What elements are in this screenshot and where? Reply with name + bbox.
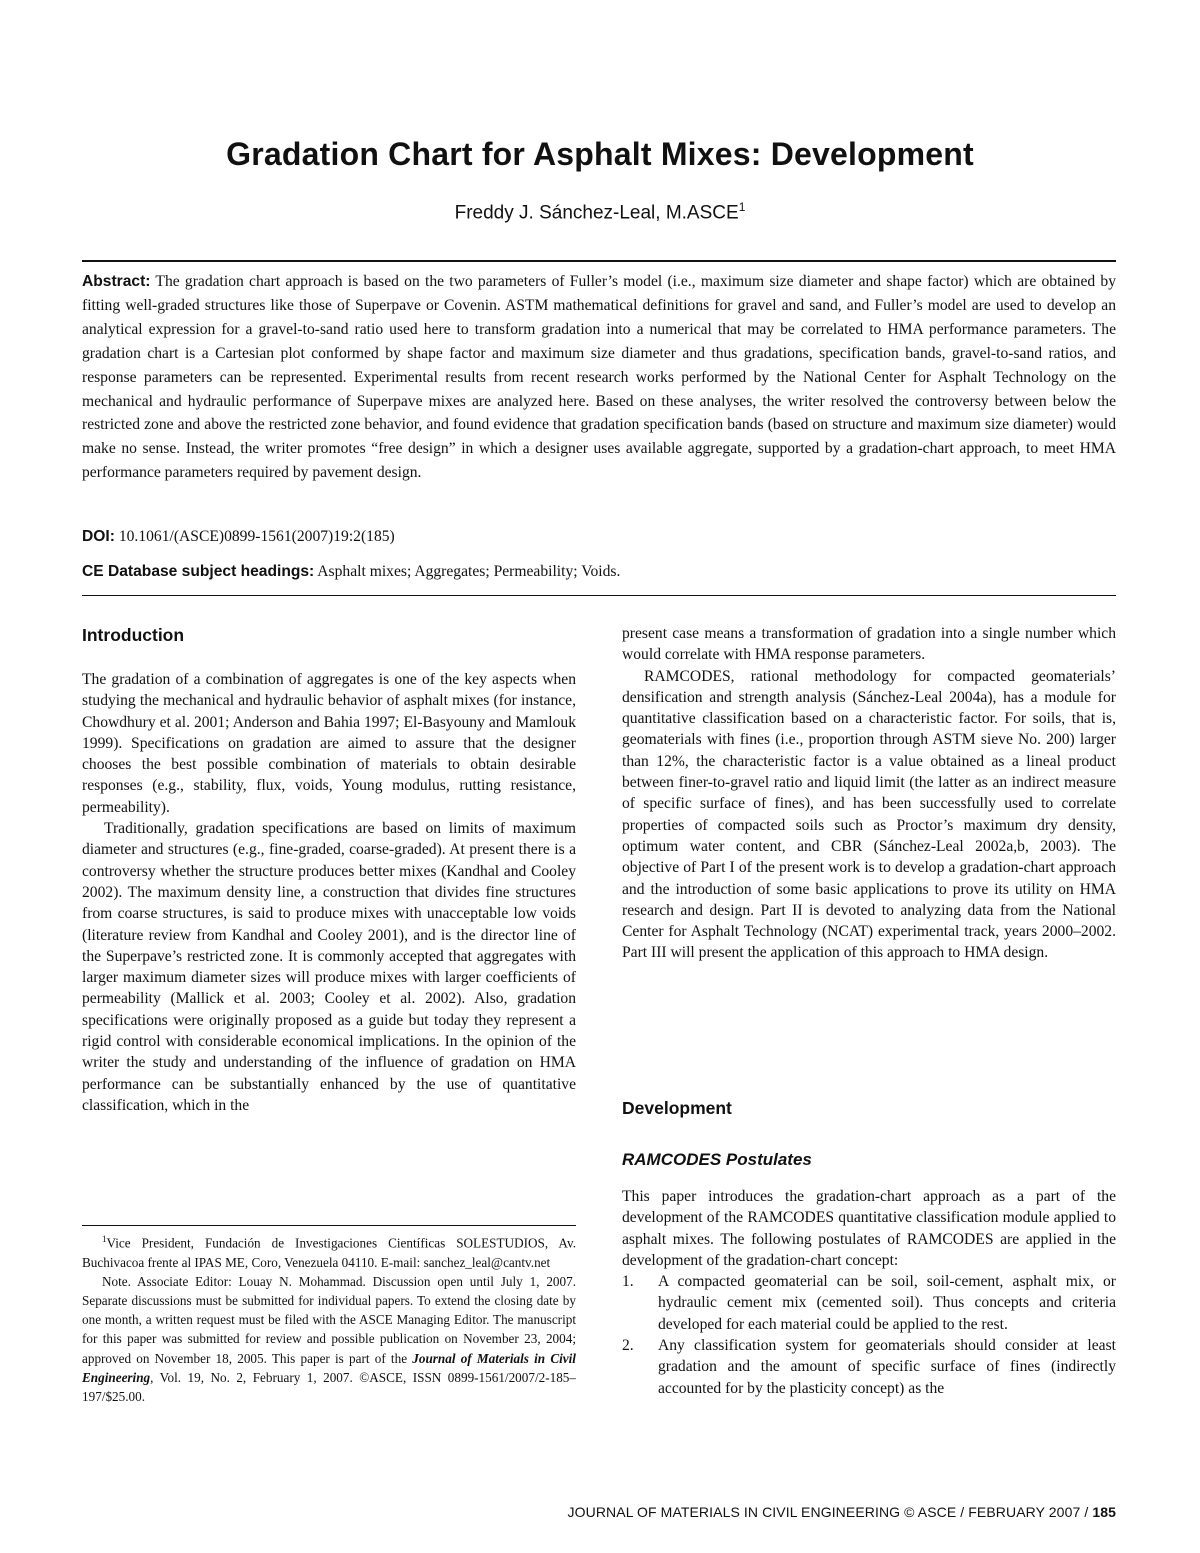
top-rule	[82, 260, 1116, 262]
author-line	[0, 200, 1200, 224]
abstract-label: Abstract:	[82, 273, 151, 290]
abstract-text: The gradation chart approach is based on the two parameters of Fuller’s model (i.e., maximum size diameter and shape factor) which are obtained by fitting well-graded structures like those of Superpave or Covenin. ASTM mathematical definitions for gravel and sand, and Fuller’s model are used to develop an analytical expression for a gravel-to-sand ratio used here to transform gradation into a numerical that may be correlated to HMA performance parameters. The gradation chart is a Cartesian plot conformed by shape factor and maximum size diameter and thus gradations, specification bands, gravel-to-sand ratios, and response parameters can be represented. Experimental results from recent research works performed by the National Center for Asphalt Technology on the mechanical and hydraulic performance of Superpave mixes are analyzed here. Based on these analyses, the writer resolved the controversy between below the restricted zone and above the restricted zone behavior, and found evidence that gradation specification bands (based on structure and maximum size diameter) would make no sense. Instead, the writer promotes “free design” in which a designer uses available aggregate, supported by a gradation-chart approach, to meet HMA performance parameters required by pavement design.	[82, 273, 1117, 482]
doi-label: DOI:	[82, 528, 115, 545]
author-name: Freddy J. Sánchez-Leal, M.ASCE	[454, 202, 739, 224]
development-body	[622, 1186, 1116, 1399]
footnotes	[82, 1230, 576, 1406]
editorial-note-text: Note. Associate Editor: Louay N. Mohammad. Discussion open until July 1, 2007. Separate discussions must be submitted for individual papers. To extend the closing date by one month, a written request must be filed with the ASCE Managing Editor. The manuscript for this paper was submitted for review and possible publication on November 23, 2004; approved on November 18, 2005. This paper is part of the	[82, 1273, 576, 1366]
intro-paragraph-3: present case means a transformation of gradation into a single number which would correlate with HMA response parameters.	[622, 625, 1116, 664]
journal-name: Journal of Materials in Civil Engineering	[82, 1350, 576, 1385]
doi-line	[82, 525, 1116, 549]
intro-paragraph-4: RAMCODES, rational methodology for compacted geomaterials’ densification and strength analysis (Sánchez-Leal 2004a), has a module for quantitative classification based on a characteristic factor. For soils, that is, geomaterials with fines (i.e., proportion through ASTM sieve No. 200) larger than 12%, the characteristic factor is a value obtained as a lineal product between finer-to-gravel ratio and liquid limit (the latter as an indirect measure of specific surface of fines), and has been successfully used to correlate properties of compacted soils such as Proctor’s maximum dry density, optimum water content, and CBR (Sánchez-Leal 2002a,b, 2003). The objective of Part I of the present work is to develop a gradation-chart approach and the introduction of some basic applications to prove its utility on HMA research and design. Part II is devoted to analyzing data from the National Center for Asphalt Technology (NCAT) experimental track, years 2000–2002. Part III will present the application of this approach to HMA design.	[622, 667, 1116, 962]
development-heading: Development	[622, 1098, 732, 1118]
subject-headings-value: Asphalt mixes; Aggregates; Permeability; Voids.	[317, 563, 621, 580]
development-paragraph-1: This paper introduces the gradation-chart approach as a part of the development of the RAMCODES quantitative classification module applied to asphalt mixes. The following postulates of RAMCODES are applied in the development of the gradation-chart concept:	[622, 1188, 1116, 1269]
postulate-text: A compacted geomaterial can be soil, soil-cement, asphalt mix, or hydraulic cement mix (cemented soil). Thus concepts and criteria developed for each material could be applied to the rest.	[658, 1273, 1116, 1333]
postulate-text: Any classification system for geomaterials should consider at least gradation and the amount of specific surface of fines (indirectly accounted for by the plasticity concept) as the	[658, 1337, 1116, 1397]
doi-value: 10.1061/(ASCE)0899-1561(2007)19:2(185)	[118, 528, 395, 545]
postulate-number: 2.	[622, 1337, 634, 1355]
subject-headings	[82, 560, 1116, 584]
running-footer	[568, 1504, 1116, 1520]
abstract	[82, 270, 1116, 485]
right-column	[622, 623, 1116, 964]
footer-text: JOURNAL OF MATERIALS IN CIVIL ENGINEERING © ASCE / FEBRUARY 2007 /	[567, 1504, 1093, 1520]
introduction-heading: Introduction	[82, 625, 185, 645]
intro-paragraph-1: The gradation of a combination of aggregates is one of the key aspects when studying the mechanical and hydraulic behavior of asphalt mixes (for instance, Chowdhury et al. 2001; Anderson and Bahia 1997; El-Basyouny and Mamlouk 1999). Specifications on gradation are aimed to assure that the designer chooses the best possible combination of materials to obtain desirable responses (e.g., stability, flux, voids, Young modulus, rutting resistance, permeability).	[82, 671, 576, 816]
postulate-item	[622, 1271, 1116, 1335]
left-column	[82, 669, 576, 1116]
page-number: 185	[1092, 1504, 1116, 1520]
editorial-note-tail: , Vol. 19, No. 2, February 1, 2007. ©ASCE, ISSN 0899-1561/2007/2-185–197/$25.00.	[82, 1369, 576, 1405]
postulate-item	[622, 1335, 1116, 1399]
page-title: Gradation Chart for Asphalt Mixes: Development	[226, 136, 974, 172]
postulate-number: 1.	[622, 1273, 634, 1291]
footnote-mark: 1	[102, 1234, 107, 1244]
section-rule	[82, 595, 1116, 596]
affiliation-text: Vice President, Fundación de Investigaciones Científicas SOLESTUDIOS, Av. Buchivacoa frente al IPAS ME, Coro, Venezuela 04110. E-mail: sanchez_leal@cantv.net	[82, 1235, 576, 1270]
footnote-rule	[82, 1225, 576, 1226]
editorial-note	[82, 1272, 576, 1406]
affiliation-footnote	[82, 1230, 576, 1272]
intro-paragraph-2: Traditionally, gradation specifications are based on limits of maximum diameter and structures (e.g., fine-graded, coarse-graded). At present there is a controversy whether the structure produces better mixes (Kandhal and Cooley 2002). The maximum density line, a construction that divides fine structures from coarse structures, is said to produce mixes with unacceptable low voids (literature review from Kandhal and Cooley 2001), and is the director line of the Superpave’s restricted zone. It is commonly accepted that aggregates with larger maximum diameter sizes will produce mixes with larger coefficients of permeability (Mallick et al. 2003; Cooley et al. 2002). Also, gradation specifications were originally proposed as a guide but today they represent a rigid control with considerable economical implications. In the opinion of the writer the study and understanding of the influence of gradation on HMA performance can be substantially enhanced by the use of quantitative classification, which in the	[82, 820, 576, 1114]
subject-headings-label: CE Database subject headings:	[82, 563, 315, 580]
ramcodes-postulates-heading: RAMCODES Postulates	[622, 1150, 812, 1169]
author-footnote-mark: 1	[738, 200, 746, 214]
